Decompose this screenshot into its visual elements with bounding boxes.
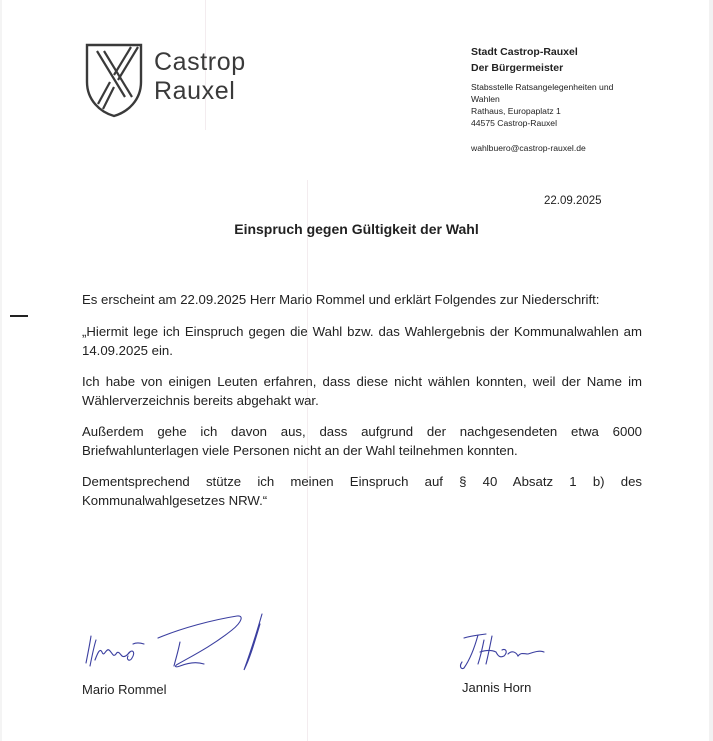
signature-name-official: Jannis Horn	[462, 680, 532, 695]
sender-postal: 44575 Castrop-Rauxel	[471, 118, 557, 128]
body-paragraph: Außerdem gehe ich davon aus, dass aufgrund der nachgesendeten etwa 6000 Briefwahlunterlagen viele Personen nicht an der Wahl teilnehmen konnten.	[82, 424, 642, 458]
handwritten-signature-icon	[82, 608, 282, 683]
department-line-1: Stabsstelle Ratsangelegenheiten und	[471, 82, 614, 92]
letter-body	[82, 290, 642, 522]
logo-line-rauxel: Rauxel	[154, 77, 236, 105]
letter-title: Einspruch gegen Gültigkeit der Wahl	[234, 221, 479, 237]
body-paragraph: Dementsprechend stütze ich meinen Einspruch auf § 40 Absatz 1 b) des Kommunalwahlgesetzes NRW.“	[82, 474, 642, 508]
sender-city: Stadt Castrop-Rauxel	[471, 46, 578, 58]
fold-mark	[10, 315, 28, 317]
castrop-rauxel-shield-icon	[84, 42, 144, 118]
scan-edge-left	[0, 0, 2, 741]
sender-email: wahlbuero@castrop-rauxel.de	[471, 143, 586, 153]
sender-office: Der Bürgermeister	[471, 62, 564, 74]
signature-block-applicant	[82, 608, 282, 708]
intro-paragraph: Es erscheint am 22.09.2025 Herr Mario Rommel und erklärt Folgendes zur Niederschrift:	[82, 292, 600, 307]
body-paragraph: Ich habe von einigen Leuten erfahren, dass diese nicht wählen konnten, weil der Name im Wählerverzeichnis bereits abgehakt war.	[82, 374, 642, 408]
logo-wordmark	[154, 48, 246, 106]
handwritten-signature-icon	[458, 630, 578, 675]
department-line-2: Wahlen	[471, 94, 500, 104]
sender-address-block	[471, 44, 691, 154]
sender-street: Rathaus, Europaplatz 1	[471, 106, 561, 116]
letter-date: 22.09.2025	[544, 195, 602, 207]
sender-department	[471, 81, 691, 105]
city-logo	[84, 42, 264, 118]
body-paragraph: „Hiermit lege ich Einspruch gegen die Wahl bzw. das Wahlergebnis der Kommunalwahlen am 14.09.2025 ein.	[82, 324, 642, 358]
logo-line-castrop: Castrop	[154, 48, 246, 76]
signature-name-applicant: Mario Rommel	[82, 682, 167, 697]
signature-block-official	[458, 630, 578, 700]
scan-edge-right	[709, 0, 713, 741]
